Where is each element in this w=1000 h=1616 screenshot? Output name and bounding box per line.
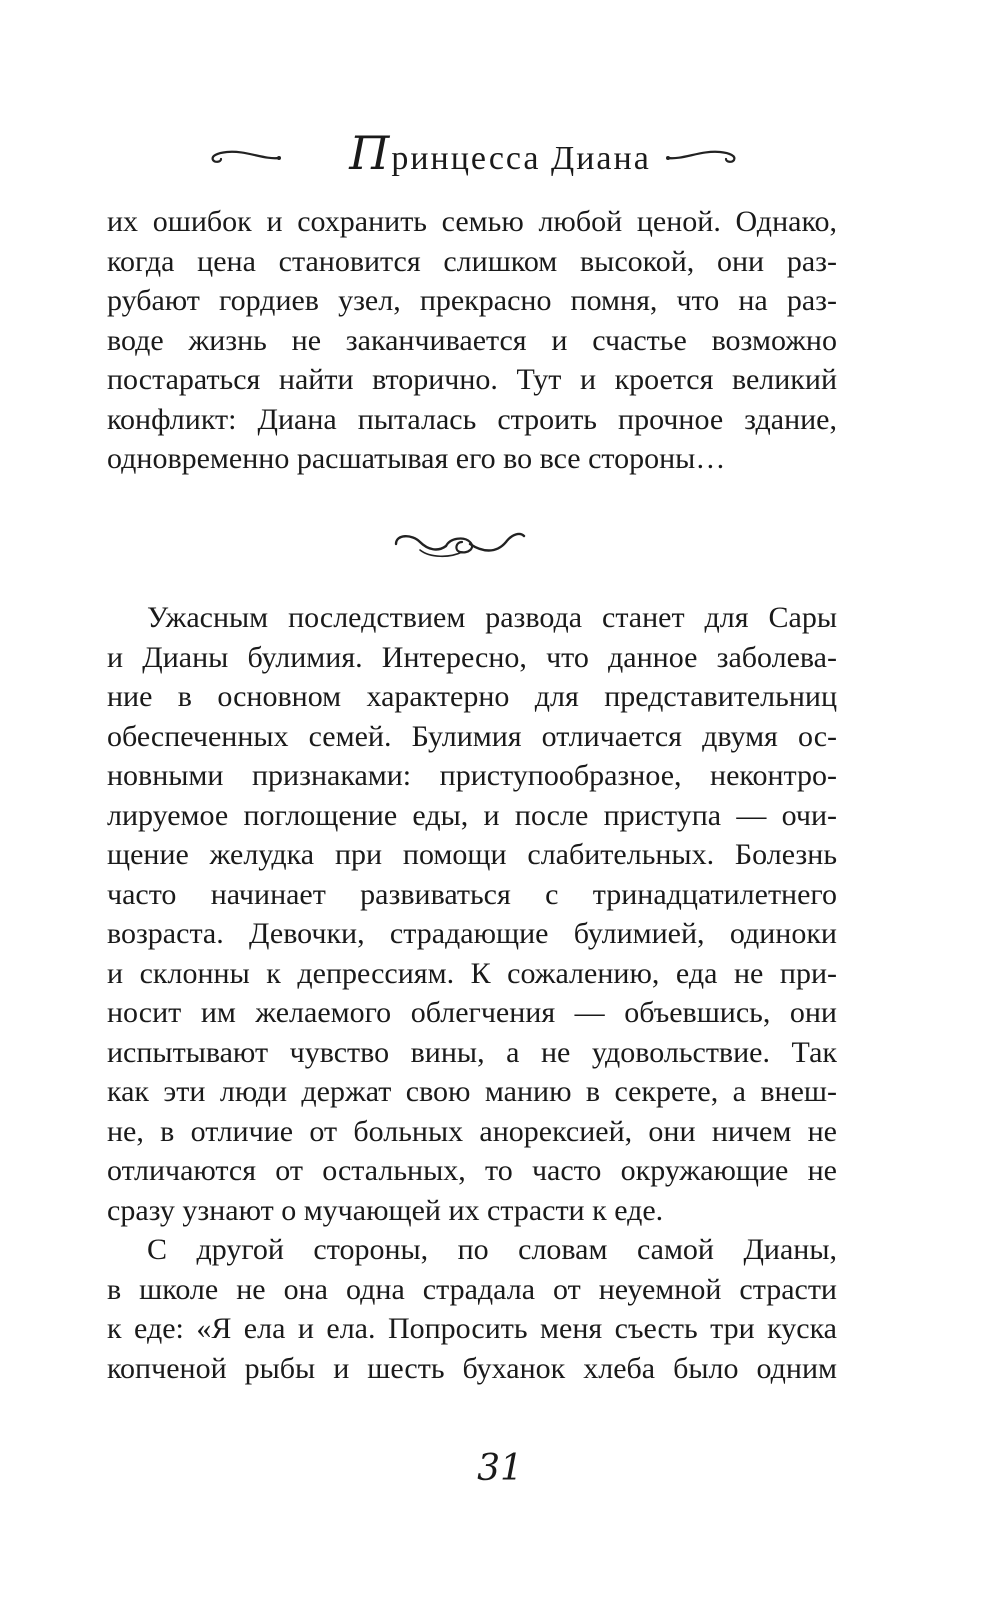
text-line: одновременно расшатывая его во все стороны…	[107, 442, 726, 475]
text-line: как эти люди держат свою манию в секрете, а внеш-	[107, 1075, 837, 1108]
paragraph-bulimia	[107, 598, 837, 1230]
text-line: обеспеченных семей. Булимия отличается двумя ос-	[107, 719, 837, 753]
text-line: не, в отличие от больных анорексией, они ничем не	[107, 1114, 837, 1148]
text-line: возраста. Девочки, страдающие булимией, одиноки	[107, 917, 837, 950]
text-line: испытывают чувство вины, а не удовольствие. Так	[107, 1035, 837, 1069]
text-line: постараться найти вторично. Тут и кроется великий	[107, 363, 837, 396]
text-line: отличаются от остальных, то часто окружающие не	[107, 1154, 837, 1187]
main-text	[107, 598, 837, 1388]
header-title	[0, 128, 1000, 184]
text-line: конфликт: Диана пыталась строить прочное здание,	[107, 402, 837, 436]
text-line: С другой стороны, по словам самой Дианы,	[147, 1233, 837, 1266]
text-line: сразу узнают о мучающей их страсти к еде.	[107, 1193, 664, 1227]
page-number: 31	[477, 1448, 523, 1489]
running-header	[0, 128, 1000, 188]
paragraph-diana-quote	[107, 1230, 837, 1388]
text-line: их ошибок и сохранить семью любой ценой. Однако,	[107, 205, 837, 238]
text-line: к еде: «Я ела и ела. Попросить меня съесть три куска	[107, 1312, 837, 1345]
text-line: новными признаками: приступообразное, неконтро-	[107, 759, 837, 792]
text-line: щение желудка при помощи слабительных. Болезнь	[107, 838, 837, 871]
header-title-initial: П	[349, 126, 392, 180]
text-line: Ужасным последствием развода станет для Сары	[147, 601, 837, 634]
text-line: когда цена становится слишком высокой, они раз-	[107, 244, 837, 278]
text-line: воде жизнь не заканчивается и счастье возможно	[107, 323, 837, 357]
text-line: ние в основном характерно для представительниц	[107, 680, 837, 713]
text-line: и склонны к депрессиям. К сожалению, еда не при-	[107, 956, 837, 990]
section-divider-ornament-icon	[390, 524, 530, 564]
text-line: носит им желаемого облегчения — объевшись, они	[107, 996, 837, 1029]
header-title-rest: ринцесса Диана	[391, 140, 651, 177]
text-line: и Дианы булимия. Интересно, что данное заболева-	[107, 640, 837, 674]
text-line: лируемое поглощение еды, и после приступа — очи-	[107, 798, 837, 832]
text-line: часто начинает развиваться с тринадцатилетнего	[107, 877, 837, 911]
top-paragraph	[107, 202, 837, 479]
right-flourish-icon	[662, 144, 742, 168]
text-line: в школе не она одна страдала от неуемной страсти	[107, 1272, 837, 1306]
text-line: копченой рыбы и шесть буханок хлеба было одним	[107, 1351, 837, 1385]
text-line: рубают гордиев узел, прекрасно помня, что на раз-	[107, 284, 837, 317]
